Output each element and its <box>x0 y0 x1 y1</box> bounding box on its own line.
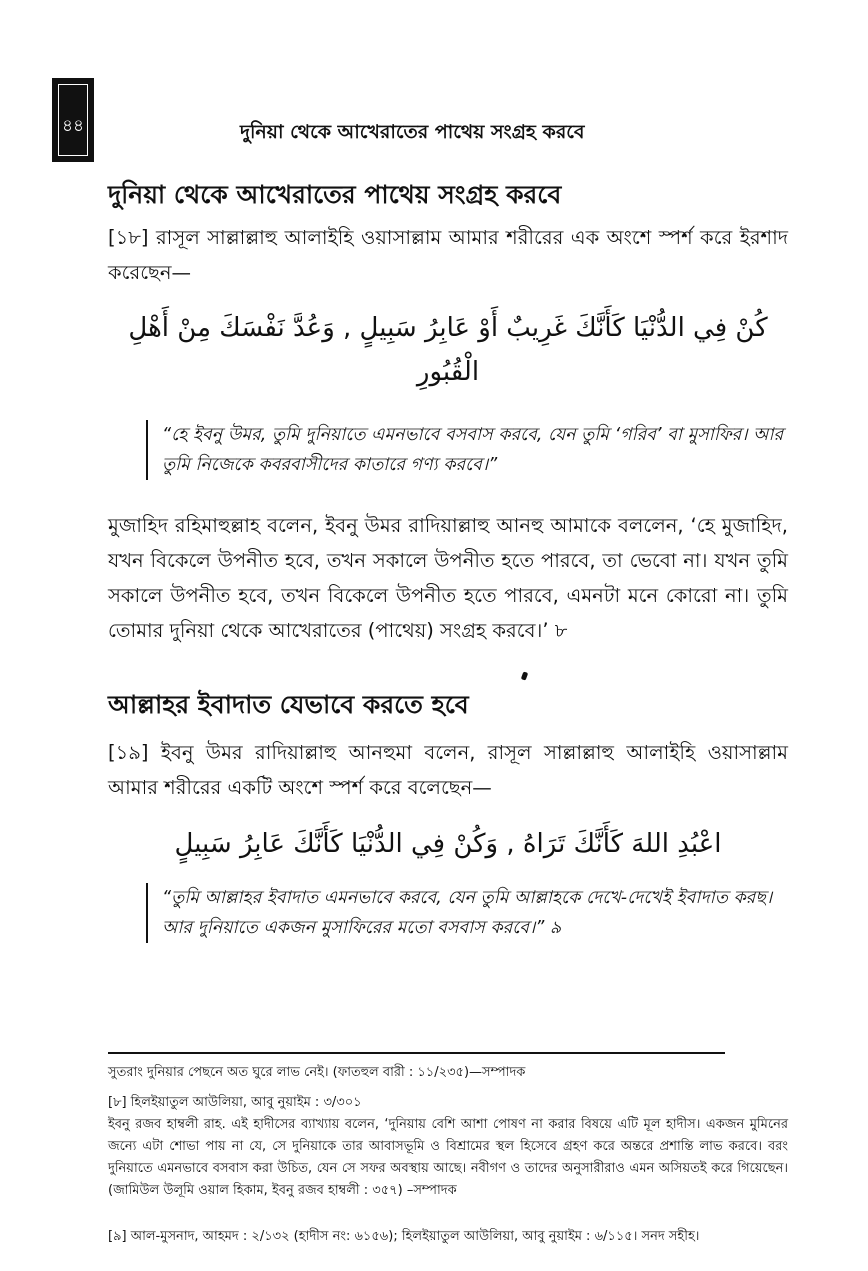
stray-mark <box>521 671 528 680</box>
hadith-18-intro: [১৮] রাসূল সাল্লাল্লাহু আলাইহি ওয়াসাল্লাম আমার শরীরের এক অংশে স্পর্শ করে ইরশাদ করেছেন— <box>108 226 788 284</box>
footnote-9: [৯] আল-মুসনাদ, আহমদ : ২/১৩২ (হাদীস নং: ৬১৫৬); হিলইয়াতুল আউলিয়া, আবু নুয়াইম : ৬/১১৫। সনদ সহীহ। <box>108 1229 700 1244</box>
page-number: ৪৪ <box>58 84 88 156</box>
footnote-rule <box>108 1052 725 1054</box>
running-head: দুনিয়া থেকে আখেরাতের পাথেয় সংগ্রহ করবে <box>240 121 585 143</box>
footnote-8-note: ইবনু রজব হাম্বলী রাহ. এই হাদীসের ব্যাখ্যায় বলেন, ‘দুনিয়ায় বেশি আশা পোষণ না করার বিষয়ে এটি মূল হাদীস। একজন মুমিনের জন্যে এটা শোভা পায় না যে, সে দুনিয়াকে তার আবাসভূমি ও বিশ্রামের স্থল হিসেবে গ্রহণ করে অন্তরে প্রশান্তি লাভ করবে। বরং দুনিয়াতে এমনভাবে বসবাস করা উচিত, যেন সে সফর অবস্থায় আছে। নবীগণ ও তাদের অনুসারীরাও এমন অসিয়তই করে গিয়েছেন। (জামিউল উলূমি ওয়াল হিকাম, ইবনু রজব হাম্বলী : ৩৫৭) –সম্পাদক <box>108 1117 788 1198</box>
body-paragraph: মুজাহিদ রহিমাহুল্লাহ বলেন, ইবনু উমর রাদিয়াল্লাহু আনহু আমাকে বললেন, ‘হে মুজাহিদ, যখন বিকেলে উপনীত হবে, তখন সকালে উপনীত হতে পারবে, তা ভেবো না। যখন তুমি সকালে উপনীত হবে, তখন বিকেলে উপনীত হতে পারবে, এমনটা মনে কোরো না। তুমি তোমার দুনিয়া থেকে আখেরাতের (পাথেয়) সংগ্রহ করবে।’ ৮ <box>108 514 788 642</box>
quote-19: “তুমি আল্লাহর ইবাদাত এমনভাবে করবে, যেন তুমি আল্লাহকে দেখে-দেখেই ইবাদাত করছ। আর দুনিয়াতে একজন মুসাফিরের মতো বসবাস করবে।” ৯ <box>146 883 802 943</box>
footnote-8: [৮] হিলইয়াতুল আউলিয়া, আবু নুয়াইম : ৩/৩০১ <box>108 1095 362 1110</box>
arabic-text-19: اعْبُدِ اللهَ كَأَنَّكَ تَرَاهُ , وَكُنْ فِي الدُّنْيَا كَأَنَّكَ عَابِرُ سَبِيلٍ <box>174 829 722 859</box>
arabic-text-18: كُنْ فِي الدُّنْيَا كَأَنَّكَ غَرِيبٌ أَوْ عَابِرُ سَبِيلٍ , وَعُدَّ نَفْسَكَ مِنْ أَهْلِ الْقُبُورِ <box>128 313 768 387</box>
page-number-box <box>52 78 94 162</box>
hadith-19-intro: [১৯] ইবনু উমর রাদিয়াল্লাহু আনহুমা বলেন, রাসূল সাল্লাল্লাহু আলাইহি ওয়াসাল্লাম আমার শরীরের একটি অংশে স্পর্শ করে বলেছেন— <box>108 741 788 799</box>
footnote-continuation: সুতরাং দুনিয়ার পেছনে অত ঘুরে লাভ নেই। (ফাতহুল বারী : ১১/২৩৫)—সম্পাদক <box>108 1065 526 1080</box>
section-title-2: আল্লাহর ইবাদাত যেভাবে করতে হবে <box>108 690 469 719</box>
quote-18: “হে ইবনু উমর, তুমি দুনিয়াতে এমনভাবে বসবাস করবে, যেন তুমি ‘গরিব’ বা মুসাফির। আর তুমি নিজেকে কবরবাসীদের কাতারে গণ্য করবে।” <box>146 420 802 480</box>
section-title-1: দুনিয়া থেকে আখেরাতের পাথেয় সংগ্রহ করবে <box>108 180 562 209</box>
